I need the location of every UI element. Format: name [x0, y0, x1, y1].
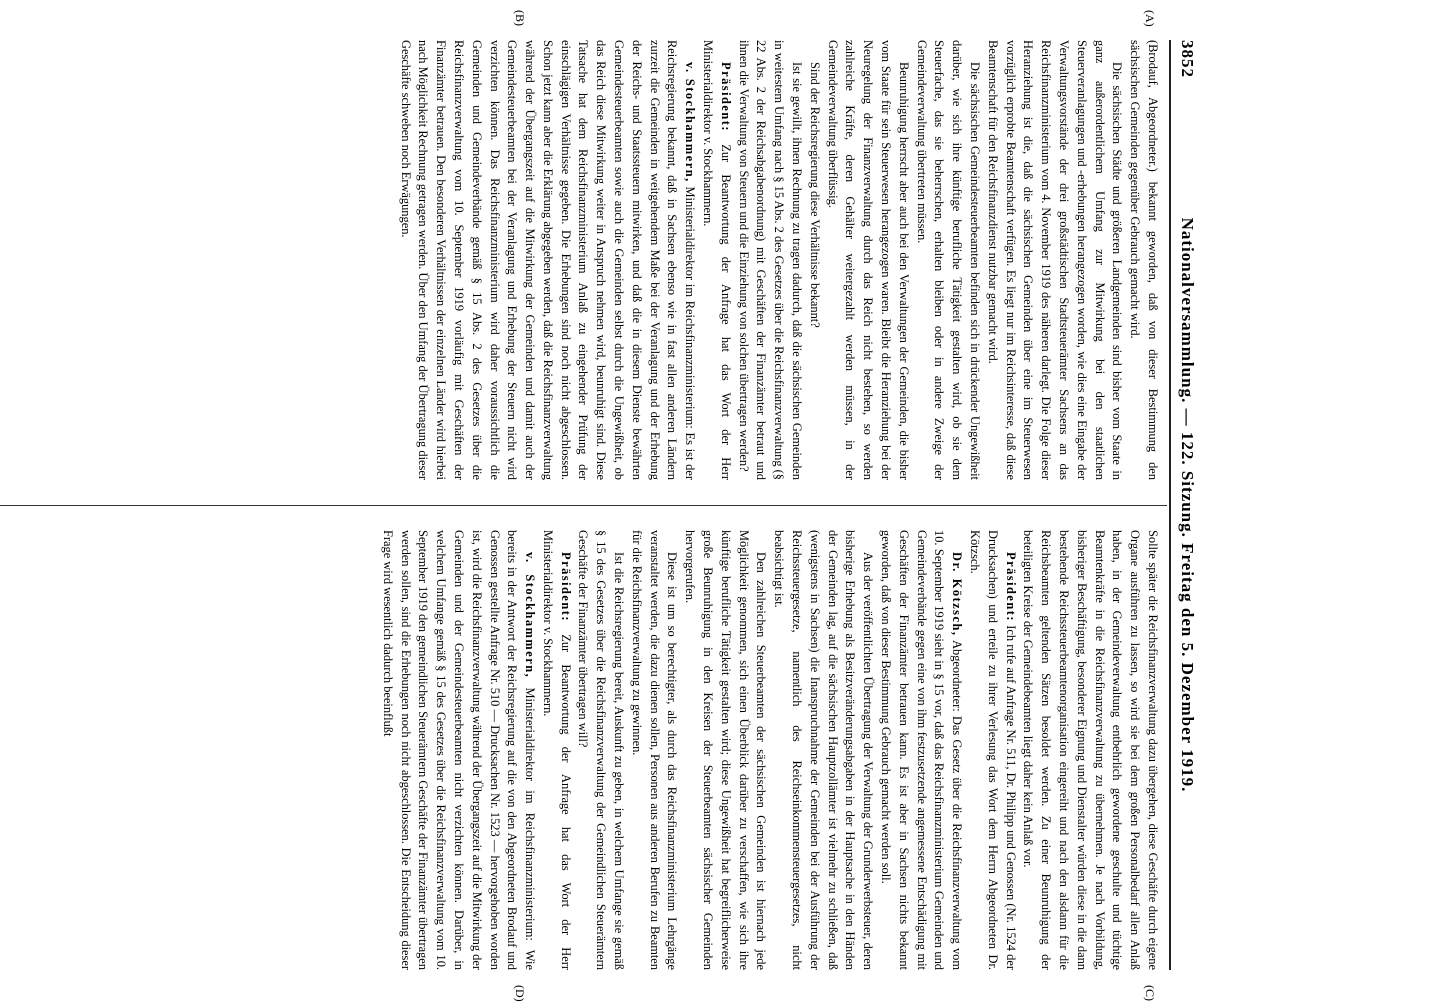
digitization-note [1414, 30, 1428, 970]
speaker: Dr. Kötzsch, [950, 552, 965, 637]
paragraph [698, 40, 734, 480]
left-column [0, 40, 1161, 480]
speaker: Präsident: [718, 62, 733, 133]
header-title: Nationalversammlung. — 122. Sitzung. Freitag den 5. Dezember 1919. [1178, 217, 1197, 793]
speaker: v. Stockhammern, [683, 62, 698, 183]
paragraph-text: bekannt geworden, daß von dieser Bestimmung den sächsischen Gemeinden gegenüber Gebrauch gemacht wird. [1128, 40, 1160, 480]
marker-b: (B) [513, 10, 527, 26]
paragraph [378, 530, 538, 970]
paragraph: Sollte später die Reichsfinanzverwaltung dazu übergehen, diese Geschäfte durch eigene Organe ausführen zu lassen, so wird sie bei dem großen Personalbedarf allen Anlaß haben, in der Gemeindeverwaltung entbehrlich gewordene geschulte und tüchtige Beamtenkräfte in die Reichsfinanzverwaltung zu übernehmen. Je nach Vorbildung, bisheriger Beschäftigung, besonderer Eignung und Dienstalter würden diese in die dann bestehende Reichssteuerbeamtenorganisation eingereiht und nach den alsdann für die Reichsbeamten geltenden Sätzen besoldet werden. Zu einer Beunruhigung der beteiligten Kreise der Gemeindebeamten liegt daher kein Anlaß vor. [1021, 530, 1160, 970]
paragraph [876, 530, 965, 970]
paragraph: Ist sie gewillt, ihnen Rechnung zu tragen dadurch, daß die sächsischen Gemeinden in weitestem Umfang nach § 15 Abs. 2 des Gesetzes über die Reichsfinanzverwaltung (§ 22 Abs. 2 der Reichsabgabenordnung) mit Geschäften der Finanzämter betraut und ihnen die Verwaltung von Steuern und die Einziehung von solchen übertragen werden? [736, 40, 805, 480]
paragraph: Beunruhigung herrscht aber auch bei den Verwaltungen der Gemeinden, die bisher vom Staate für sein Steuerwesen herangezogen waren. Bleibt die Heranziehung bei der Neuregelung der Finanzverwaltung durch das Reich nicht bestehen, so werden zahlreiche Kräfte, deren Gehälter weitergezahlt werden müssen, in der Gemeindeverwaltung überflüssig. [825, 40, 911, 480]
paragraph-text: Zur Beantwortung der Anfrage hat das Wort der Herr Ministerialdirektor v. Stockhammern. [540, 530, 573, 970]
paragraph [965, 530, 1018, 970]
speaker: v. Stockhammern, [523, 552, 538, 679]
right-column [0, 530, 1161, 970]
marker-c: (C) [1143, 985, 1157, 1001]
paragraph: Ist die Reichsregierung bereit, Auskunft zu geben, in welchem Umfange sie gemäß § 15 des Gesetzes über die Reichsfinanzverwaltung der Gemeindlichen Steuerämtern Geschäfte der Finanzämter übertragen will? [576, 530, 627, 970]
paragraph: Aus der veröffentlichten Übertragung der Verwaltung der Grunderwerbsteuer, deren bisherige Erhebung als Besitzveränderungsabgaben in der Hauptsache in den Händen der Gemeinden lag, auf die sächsischen Hauptzollämter ist vielmehr zu schließen, daß (wenigstens in Sachsen) die Inanspruchnahme der Gemeinden bei der Ausführung der Reichssteuergesetze, namentlich des Reichseinkommensteuergesetzes, nicht beabsichtigt ist. [772, 530, 876, 970]
paragraph [1125, 40, 1161, 480]
paragraph-text: Ich rufe auf Anfrage Nr. 511, Dr. Philipp und Genossen (Nr. 1524 der Drucksachen) und erteile zu ihrer Verlesung das Wort dem Herrn Abgeordneten Dr. Kötzsch. [968, 530, 1018, 970]
paragraph: Den zahlreichen Steuerbeamten der sächsischen Gemeinden ist hiernach jede Möglichkeit genommen, sich einen Überblick darüber zu verschaffen, wie sich ihre künftige berufliche Tätigkeit gestalten wird; diese Ungewißheit hat begreiflicherweise große Beunruhigung in den Kreisen der Steuerbeamten sächsischer Gemeinden hervorgerufen. [683, 530, 769, 970]
paragraph-text: Ministerialdirektor im Reichsfinanzministerium: Wie bereits in der Antwort der Reichsregierung auf die von den Abgeordneten Brodauf und Genossen gestellte Anfrage Nr. 510 — Drucksachen Nr. 1523 — hervorgehoben worden ist, wird die Reichsfinanzverwaltung während der Übergangszeit auf die Mitwirkung der Gemeinden und der Gemeindesteuerbeamten nicht verzichten können. Darüber, in welchem Umfange gemäß § 15 des Gesetzes über die Reichsfinanzverwaltung vom 10. September 1919 den gemeindlichen Steuerämtern Geschäfte der Finanzämter übertragen werden sollen, sind die Erhebungen noch nicht abgeschlossen. Die Entscheidung dieser Frage wird wesentlich dadurch beeinflußt [380, 530, 538, 970]
page-number: 3852 [1178, 40, 1197, 78]
marker-a: (A) [1143, 10, 1157, 27]
column-divider [0, 505, 1167, 506]
paragraph: Diese ist um so berechtigter, als durch das Reichsfinanzministerium Lehrgänge veranstaltet werden, die dazu dienen sollen, Personen aus anderen Berufen zu Beamten für die Reichsfinanzverwaltung zu gewinnen. [629, 530, 680, 970]
paragraph [396, 40, 699, 480]
page-header [1169, 40, 1201, 970]
paragraph: Die sächsischen Gemeindesteuerbeamten befinden sich in drückender Ungewißheit darüber, wie sich ihre künftige berufliche Tätigkeit gestalten wird, ob sie dem Steuerfache, das sie beherrschen, erhalten bleiben oder in andere Zweige der Gemeindeverwaltung übertreten müssen. [914, 40, 983, 480]
paragraph-text: Ministerialdirektor im Reichsfinanzministerium: Es ist der Reichsregierung bekannt, daß in Sachsen ebenso wie in fast allen anderen Ländern zurzeit die Gemeinden in weitgehendem Maße bei der Veranlagung und der Erhebung der Reichs- und Staatssteuern mitwirken, und daß die in diesem Dienste bewährten Gemeindesteuerbeamten sowie auch die Gemeinden selbst durch die Ungewißheit, ob das Reich diese Mitwirkung weiter in Anspruch nehmen wird, beunruhigt sind. Diese Tatsache hat dem Reichsfinanzministerium Anlaß zu eingehender Prüfung der einschlägigen Verhältnisse gegeben. Die Erhebungen sind noch nicht abgeschlossen. Schon jetzt kann aber die Erklärung abgegeben werden, daß die Reichsfinanzverwaltung während der Übergangszeit auf die Mitwirkung der Gemeinden und damit auch der Gemeindesteuerbeamten bei der Veranlagung und Erhebung der Steuern nicht wird verzichten können. Das Reichsfinanzministerium wird daher voraussichtlich die Gemeinden und Gemeindeverbände gemäß § 15 Abs. 2 des Gesetzes über die Reichsfinanzverwaltung vom 10. September 1919 vorläufig mit Geschäften der Finanzämter betrauen. Den besonderen Verhältnissen der einzelnen Länder wird hierbei nach Möglichkeit Rechnung getragen werden. Über den Umfang der Übertragung dieser Geschäfte schweben noch Erwägungen. [398, 40, 698, 480]
paragraph [538, 530, 574, 970]
paragraph: Die sächsischen Städte und größeren Landgemeinden sind bisher vom Staate in ganz außerordentlichem Umfang zur Mitwirkung bei den staatlichen Steuerveranlagungen und -erhebungen herangezogen worden, wie dies eine Eingabe der Verwaltungsvorstände der drei großstädtischen Stadtsteuerämter Sachsens an das Reichsfinanzministerium vom 4. November 1919 des näheren darlegt. Die Folge dieser Heranziehung ist die, daß die sächsischen Gemeinden über eine im Steuerwesen vorzüglich erprobte Beamtenschaft verfügen. Es liegt nur im Reichsinteresse, daß diese Beamtenschaft für den Reichsfinanzdienst nutzbar gemacht wird. [985, 40, 1125, 480]
paragraph: Sind der Reichsregierung diese Verhältnisse bekannt? [807, 62, 822, 328]
speaker: Präsident: [1003, 552, 1018, 623]
speaker: Präsident: [558, 552, 573, 623]
speaker: (Brodauf, Abgeordneter.) [1146, 40, 1160, 172]
paragraph-text: Zur Beantwortung der Anfrage hat das Wort der Herr Ministerialdirektor v. Stockhammern. [701, 40, 733, 480]
marker-d: (D) [513, 985, 527, 1002]
paragraph-text: Abgeordneter: Das Gesetz über die Reichsfinanzverwaltung vom 10. September 1919 sieht in § 15 vor, daß das Reichsfinanzministerium Gemeinden und Gemeindeverbände gegen eine von ihm festzusetzende angemessene Entschädigung mit Geschäften der Finanzämter betrauen kann. Es ist aber in Sachsen nichts bekannt geworden, daß von dieser Bestimmung Gebrauch gemacht werden soll. [879, 530, 965, 970]
